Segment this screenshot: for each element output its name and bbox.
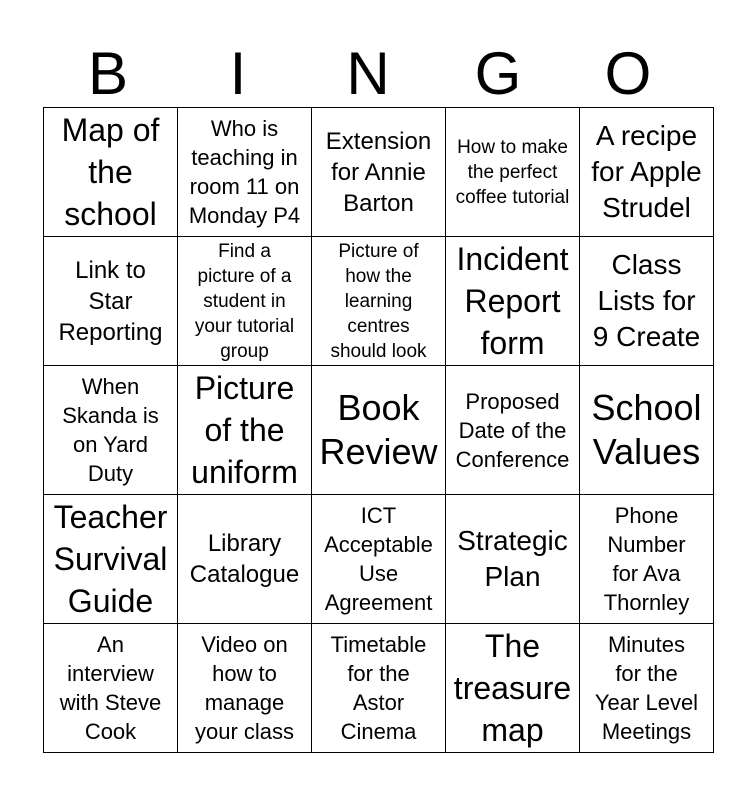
header-letter-n: N — [346, 40, 390, 107]
bingo-cell[interactable] — [580, 108, 714, 237]
bingo-cell[interactable] — [178, 624, 312, 753]
bingo-cell[interactable] — [178, 108, 312, 237]
bingo-cell-text: Who is teaching in room 11 on Monday P4 — [188, 116, 301, 228]
bingo-cell-text: Map of the school — [61, 112, 160, 232]
bingo-row — [44, 495, 714, 624]
bingo-cell[interactable] — [446, 237, 580, 366]
bingo-cell[interactable] — [178, 237, 312, 366]
header-letter-o: O — [604, 40, 652, 107]
bingo-cell-text: Link to Star Reporting — [58, 256, 163, 346]
bingo-cell-text: Incident Report form — [456, 241, 569, 361]
bingo-cell[interactable] — [312, 495, 446, 624]
bingo-cell[interactable] — [580, 366, 714, 495]
bingo-cell[interactable] — [44, 495, 178, 624]
bingo-cell[interactable] — [312, 237, 446, 366]
bingo-cell-text: Find a picture of a student in your tutorial group — [194, 240, 295, 362]
bingo-cell-text: How to make the perfect coffee tutorial — [455, 136, 570, 208]
bingo-cell[interactable] — [44, 366, 178, 495]
bingo-cell-text: Extension for Annie Barton — [325, 127, 432, 217]
bingo-row — [44, 237, 714, 366]
bingo-cell[interactable] — [178, 495, 312, 624]
bingo-cell-text: Phone Number for Ava Thornley — [603, 503, 690, 615]
bingo-cell[interactable] — [446, 366, 580, 495]
header-letter-i: I — [229, 40, 247, 107]
bingo-cell[interactable] — [44, 624, 178, 753]
bingo-cell-text: Picture of how the learning centres should look — [330, 240, 427, 362]
bingo-cell-text: Proposed Date of the Conference — [455, 388, 570, 472]
bingo-cell[interactable] — [312, 624, 446, 753]
bingo-cell[interactable] — [580, 624, 714, 753]
bingo-cell-text: An interview with Steve Cook — [59, 632, 162, 744]
bingo-row — [44, 366, 714, 495]
bingo-row — [44, 108, 714, 237]
header-letter-b: B — [87, 40, 129, 107]
bingo-cell-text: Teacher Survival Guide — [53, 499, 168, 619]
bingo-cell[interactable] — [446, 108, 580, 237]
bingo-cell[interactable] — [312, 108, 446, 237]
bingo-cell[interactable] — [446, 624, 580, 753]
bingo-cell-text: Picture of the uniform — [191, 370, 298, 490]
bingo-cell[interactable] — [44, 237, 178, 366]
bingo-row — [44, 624, 714, 753]
bingo-cell[interactable] — [44, 108, 178, 237]
bingo-cell-text: Timetable for the Astor Cinema — [330, 632, 427, 744]
bingo-cell-text: A recipe for Apple Strudel — [591, 120, 702, 223]
bingo-header — [43, 40, 693, 108]
bingo-cell-text: The treasure map — [453, 628, 572, 748]
bingo-cell[interactable] — [580, 237, 714, 366]
bingo-cell[interactable] — [312, 366, 446, 495]
bingo-cell-text: School Values — [591, 387, 702, 472]
bingo-cell[interactable] — [446, 495, 580, 624]
bingo-cell[interactable] — [178, 366, 312, 495]
bingo-grid — [43, 107, 714, 753]
bingo-cell-text: ICT Acceptable Use Agreement — [324, 503, 433, 615]
bingo-cell-text: When Skanda is on Yard Duty — [62, 374, 159, 486]
header-letter-g: G — [474, 40, 522, 107]
bingo-cell-text: Book Review — [319, 387, 438, 472]
bingo-cell[interactable] — [580, 495, 714, 624]
bingo-cell-text: Strategic Plan — [457, 525, 568, 592]
bingo-cell-text: Class Lists for 9 Create — [592, 249, 701, 352]
bingo-cell-text: Library Catalogue — [189, 530, 300, 588]
bingo-cell-text: Video on how to manage your class — [194, 632, 295, 744]
bingo-cell-text: Minutes for the Year Level Meetings — [594, 632, 699, 744]
